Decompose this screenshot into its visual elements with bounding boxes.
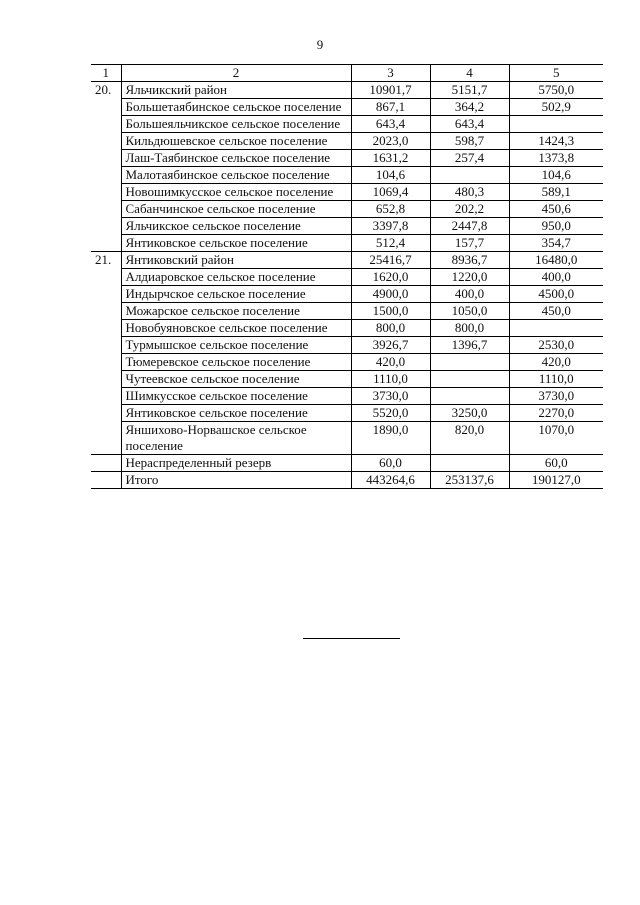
table-row — [91, 201, 603, 218]
value-total: 3397,8 — [351, 218, 430, 235]
value-col4: 364,2 — [430, 99, 509, 116]
total-label: Итого — [121, 472, 351, 489]
settlement-name: Шимкусское сельское поселение — [121, 388, 351, 405]
value-col5: 4500,0 — [509, 286, 603, 303]
value-col4: 643,4 — [430, 116, 509, 133]
value-col5 — [509, 320, 603, 337]
row-index: 21. — [91, 252, 121, 269]
value-col4 — [430, 388, 509, 405]
value-total: 443264,6 — [351, 472, 430, 489]
district-name: Яльчикский район — [121, 82, 351, 99]
table-row — [91, 303, 603, 320]
settlement-name: Большетаябинское сельское поселение — [121, 99, 351, 116]
value-col4: 202,2 — [430, 201, 509, 218]
value-col4 — [430, 354, 509, 371]
settlement-name: Новошимкусское сельское поселение — [121, 184, 351, 201]
value-total: 420,0 — [351, 354, 430, 371]
value-col5: 5750,0 — [509, 82, 603, 99]
settlement-name: Можарское сельское поселение — [121, 303, 351, 320]
settlement-name: Тюмеревское сельское поселение — [121, 354, 351, 371]
value-total: 5520,0 — [351, 405, 430, 422]
value-total: 25416,7 — [351, 252, 430, 269]
value-col5: 502,9 — [509, 99, 603, 116]
value-total: 1890,0 — [351, 422, 430, 455]
table-row — [91, 184, 603, 201]
value-total: 60,0 — [351, 455, 430, 472]
value-col5: 1110,0 — [509, 371, 603, 388]
table-row — [91, 337, 603, 354]
settlement-name: Чутеевское сельское поселение — [121, 371, 351, 388]
table-row — [91, 218, 603, 235]
table-row — [91, 354, 603, 371]
district-row — [91, 82, 603, 99]
value-col4: 598,7 — [430, 133, 509, 150]
column-number-header — [91, 65, 603, 82]
table-row — [91, 116, 603, 133]
reserve-row — [91, 455, 603, 472]
column-header: 3 — [351, 65, 430, 82]
value-total: 643,4 — [351, 116, 430, 133]
value-total: 2023,0 — [351, 133, 430, 150]
value-total: 867,1 — [351, 99, 430, 116]
table-row — [91, 371, 603, 388]
value-total: 1620,0 — [351, 269, 430, 286]
value-col4: 253137,6 — [430, 472, 509, 489]
settlement-name: Алдиаровское сельское поселение — [121, 269, 351, 286]
value-total: 800,0 — [351, 320, 430, 337]
value-col5: 1424,3 — [509, 133, 603, 150]
value-col5: 420,0 — [509, 354, 603, 371]
settlement-name: Яншихово-Норвашское сельское поселение — [121, 422, 351, 455]
settlement-name: Малотаябинское сельское поселение — [121, 167, 351, 184]
table-row — [91, 422, 603, 455]
value-col5: 450,0 — [509, 303, 603, 320]
district-row — [91, 252, 603, 269]
value-total: 1631,2 — [351, 150, 430, 167]
column-header: 1 — [91, 65, 121, 82]
settlement-name: Большеяльчикское сельское поселение — [121, 116, 351, 133]
value-col5: 2270,0 — [509, 405, 603, 422]
value-total: 104,6 — [351, 167, 430, 184]
table-row — [91, 320, 603, 337]
value-total: 1500,0 — [351, 303, 430, 320]
settlement-name: Янтиковское сельское поселение — [121, 405, 351, 422]
budget-table — [91, 64, 603, 489]
value-total: 652,8 — [351, 201, 430, 218]
value-col4: 1220,0 — [430, 269, 509, 286]
closing-rule — [303, 638, 400, 639]
value-total: 3926,7 — [351, 337, 430, 354]
value-total: 4900,0 — [351, 286, 430, 303]
page-number: 9 — [316, 37, 324, 52]
value-col5: 1373,8 — [509, 150, 603, 167]
total-row — [91, 472, 603, 489]
value-col5: 950,0 — [509, 218, 603, 235]
value-col4: 157,7 — [430, 235, 509, 252]
value-col5: 60,0 — [509, 455, 603, 472]
value-col4: 820,0 — [430, 422, 509, 455]
settlement-name: Индырчское сельское поселение — [121, 286, 351, 303]
value-col5: 104,6 — [509, 167, 603, 184]
value-col5: 1070,0 — [509, 422, 603, 455]
value-total: 1069,4 — [351, 184, 430, 201]
value-total: 1110,0 — [351, 371, 430, 388]
value-col4: 2447,8 — [430, 218, 509, 235]
value-col4 — [430, 167, 509, 184]
value-col5: 16480,0 — [509, 252, 603, 269]
table-row — [91, 388, 603, 405]
table-row — [91, 150, 603, 167]
settlement-name: Кильдюшевское сельское поселение — [121, 133, 351, 150]
table-row — [91, 405, 603, 422]
value-col5: 190127,0 — [509, 472, 603, 489]
column-header: 2 — [121, 65, 351, 82]
settlement-name: Турмышское сельское поселение — [121, 337, 351, 354]
column-header: 5 — [509, 65, 603, 82]
settlement-name: Лаш-Таябинское сельское поселение — [121, 150, 351, 167]
value-col4: 1396,7 — [430, 337, 509, 354]
value-col5: 450,6 — [509, 201, 603, 218]
settlement-name: Янтиковское сельское поселение — [121, 235, 351, 252]
value-col5: 589,1 — [509, 184, 603, 201]
value-col5: 3730,0 — [509, 388, 603, 405]
value-col5: 354,7 — [509, 235, 603, 252]
value-col4 — [430, 371, 509, 388]
value-col4: 800,0 — [430, 320, 509, 337]
settlement-name: Сабанчинское сельское поселение — [121, 201, 351, 218]
value-col4: 480,3 — [430, 184, 509, 201]
value-col4: 257,4 — [430, 150, 509, 167]
table-row — [91, 99, 603, 116]
settlement-name: Яльчикское сельское поселение — [121, 218, 351, 235]
value-col5 — [509, 116, 603, 133]
value-col4: 1050,0 — [430, 303, 509, 320]
column-header: 4 — [430, 65, 509, 82]
value-col5: 2530,0 — [509, 337, 603, 354]
table-row — [91, 167, 603, 184]
value-col5: 400,0 — [509, 269, 603, 286]
value-col4: 3250,0 — [430, 405, 509, 422]
table-row — [91, 286, 603, 303]
value-col4: 400,0 — [430, 286, 509, 303]
settlement-name: Новобуяновское сельское поселение — [121, 320, 351, 337]
table-row — [91, 133, 603, 150]
row-index: 20. — [91, 82, 121, 99]
reserve-label: Нераспределенный резерв — [121, 455, 351, 472]
value-total: 10901,7 — [351, 82, 430, 99]
table-row — [91, 269, 603, 286]
district-name: Янтиковский район — [121, 252, 351, 269]
value-col4 — [430, 455, 509, 472]
value-total: 512,4 — [351, 235, 430, 252]
value-col4: 5151,7 — [430, 82, 509, 99]
table-row — [91, 235, 603, 252]
value-total: 3730,0 — [351, 388, 430, 405]
value-col4: 8936,7 — [430, 252, 509, 269]
